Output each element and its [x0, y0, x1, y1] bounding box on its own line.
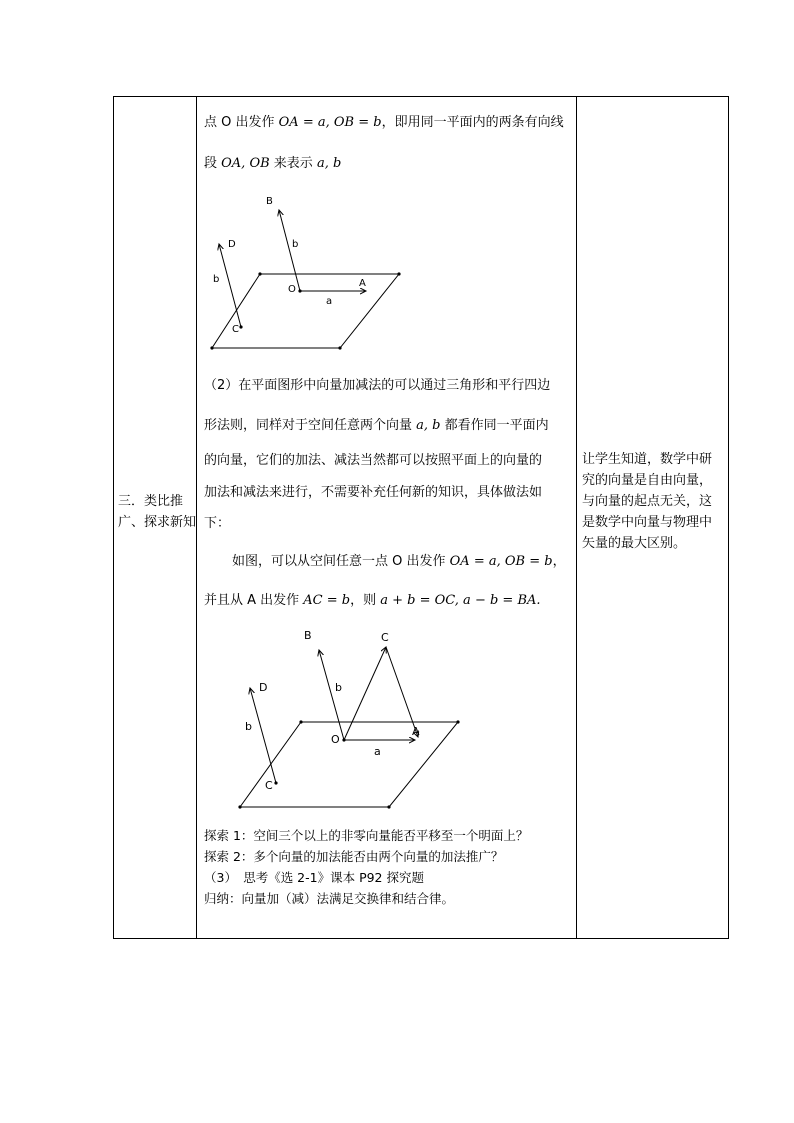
figure-1-label: C: [232, 324, 239, 335]
figure-2-label: A: [412, 725, 420, 738]
para3-line-1: 如图，可以从空间任意一点 O 出发作 OA = a, OB = b，: [232, 554, 566, 569]
figure-2-label: b: [335, 681, 342, 694]
para2-line-1: （2）在平面图形中向量加减法的可以通过三角形和平行四边: [204, 378, 551, 393]
plane-parallelogram: [212, 274, 399, 348]
figure-1-label: D: [228, 239, 236, 250]
para2-line-3: 的向量，它们的加法、减法当然都可以按照平面上的向量的: [204, 453, 543, 468]
figure-1-label: O: [288, 284, 296, 295]
figure-1-label: B: [266, 196, 273, 207]
figure-2-label: b: [245, 720, 252, 733]
figure-2-label: D: [259, 681, 268, 694]
intro-line-2: 段 OA, OB 来表示 a, b: [204, 156, 342, 171]
para2-line-2: 形法则，同样对于空间任意两个向量 a, b 都看作同一平面内: [204, 418, 549, 433]
vector-ob: [279, 210, 300, 291]
lesson-table: [113, 96, 729, 939]
para2-line-5: 下：: [204, 516, 231, 531]
para3-line-2: 并且从 A 出发作 AC = b，则 a + b = OC, a − b = BA.: [204, 593, 541, 608]
vector-ob: [319, 650, 344, 740]
summary: 归纳：向量加（减）法满足交换律和结合律。: [204, 891, 455, 906]
figure-2: [229, 625, 469, 815]
figure-2-label: C: [265, 779, 273, 792]
para2-line-4: 加法和减法来进行，不需要补充任何新的知识，具体做法如: [204, 485, 543, 500]
explore-3: （3） 思考《选 2-1》课本 P92 探究题: [204, 870, 424, 885]
explore-1: 探索 1：空间三个以上的非零向量能否平移至一个明面上？: [204, 828, 529, 843]
figure-1-label: A: [359, 278, 366, 289]
figure-1-label: a: [326, 296, 333, 307]
figure-2-label: B: [304, 629, 312, 642]
section-label: 三．类比推广、探求新知: [118, 494, 197, 530]
vector-ca: [386, 647, 418, 737]
column-divider: [196, 97, 197, 938]
figure-1-label: b: [213, 274, 220, 285]
column-divider: [576, 97, 577, 938]
figure-1-label: b: [292, 239, 299, 250]
figure-2-label: O: [331, 733, 340, 746]
vector-cd: [219, 244, 241, 327]
vector-oc: [344, 647, 386, 740]
plane-parallelogram: [240, 722, 458, 807]
figure-1: [204, 192, 414, 357]
teaching-note: 让学生知道，数学中研究的向量是自由向量，与向量的起点无关，这是数学中向量与物理中矢量的最大区别。: [582, 452, 713, 551]
figure-2-label: a: [374, 745, 381, 758]
figure-2-label: C: [381, 631, 389, 644]
intro-line-1: 点 O 出发作 OA = a, OB = b，即用同一平面内的两条有向线: [204, 115, 564, 130]
explore-2: 探索 2：多个向量的加法能否由两个向量的加法推广？: [204, 849, 504, 864]
vector-cd: [250, 688, 276, 783]
